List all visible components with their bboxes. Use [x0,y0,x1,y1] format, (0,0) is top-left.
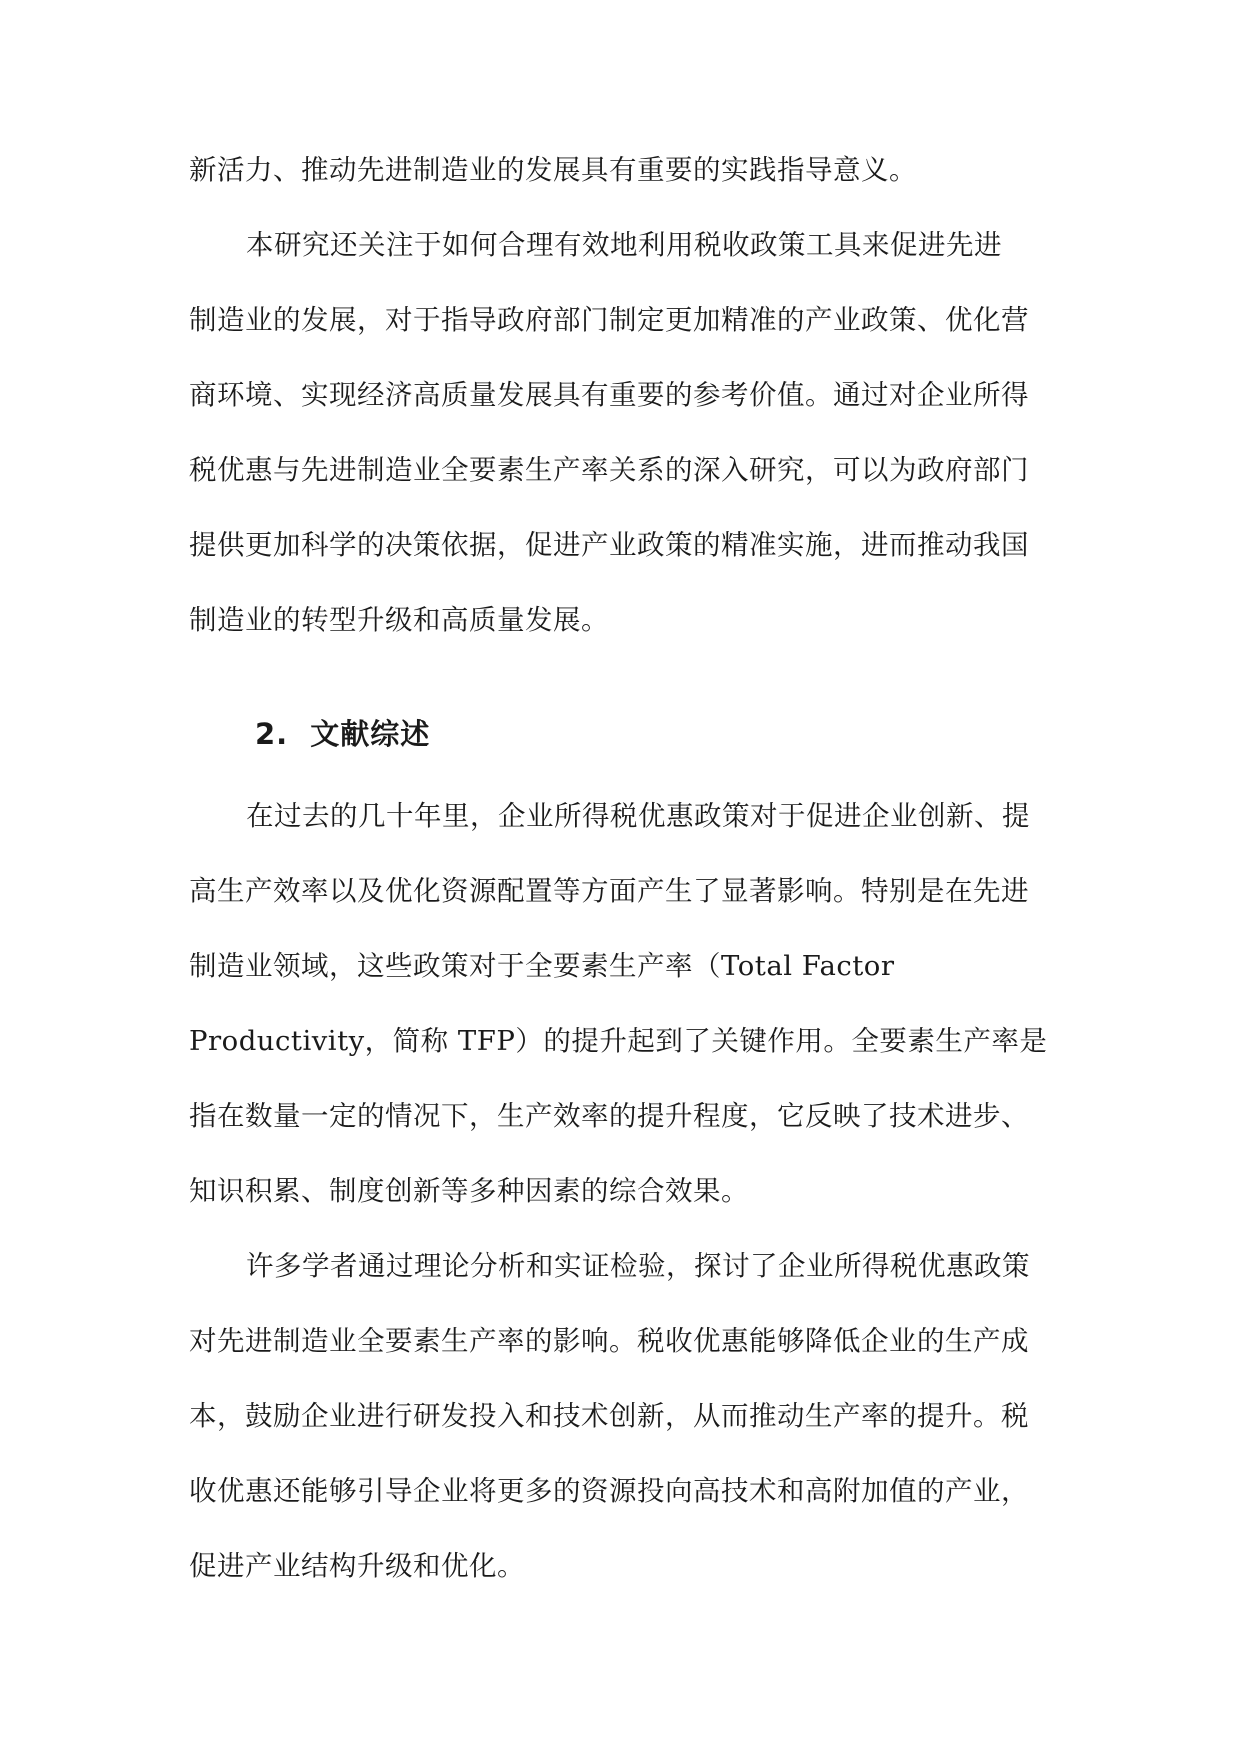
paragraph-line: 指在数量一定的情况下，生产效率的提升程度，它反映了技术进步、 [189,1100,1029,1132]
intro-tail-line: 新活力、推动先进制造业的发展具有重要的实践指导意义。 [189,154,917,186]
paragraph-line: Productivity，简称 TFP）的提升起到了关键作用。全要素生产率是 [189,1025,1048,1057]
paragraph-line: 本研究还关注于如何合理有效地利用税收政策工具来促进先进 [246,229,1002,261]
paragraph-line: 制造业的转型升级和高质量发展。 [189,604,609,636]
paragraph-line: 对先进制造业全要素生产率的影响。税收优惠能够降低企业的生产成 [189,1325,1029,1357]
paragraph-line: 制造业的发展，对于指导政府部门制定更加精准的产业政策、优化营 [189,304,1029,336]
paragraph-line: 高生产效率以及优化资源配置等方面产生了显著影响。特别是在先进 [189,875,1029,907]
section-number: 2. [255,717,289,751]
paragraph-line: 制造业领域，这些政策对于全要素生产率（Total Factor [189,950,895,982]
paragraph-line: 本，鼓励企业进行研发投入和技术创新，从而推动生产率的提升。税 [189,1400,1029,1432]
paragraph-line: 许多学者通过理论分析和实证检验，探讨了企业所得税优惠政策 [246,1250,1030,1282]
paragraph-line: 在过去的几十年里，企业所得税优惠政策对于促进企业创新、提 [246,800,1030,832]
paragraph-line: 税优惠与先进制造业全要素生产率关系的深入研究，可以为政府部门 [189,454,1029,486]
paragraph-line: 提供更加科学的决策依据，促进产业政策的精准实施，进而推动我国 [189,529,1029,561]
section-heading [255,716,430,752]
paragraph-line: 收优惠还能够引导企业将更多的资源投向高技术和高附加值的产业， [189,1475,1029,1507]
paragraph-line: 知识积累、制度创新等多种因素的综合效果。 [189,1175,749,1207]
paragraph-line: 商环境、实现经济高质量发展具有重要的参考价值。通过对企业所得 [189,379,1029,411]
section-title: 文献综述 [310,717,431,751]
paragraph-line: 促进产业结构升级和优化。 [189,1550,525,1582]
